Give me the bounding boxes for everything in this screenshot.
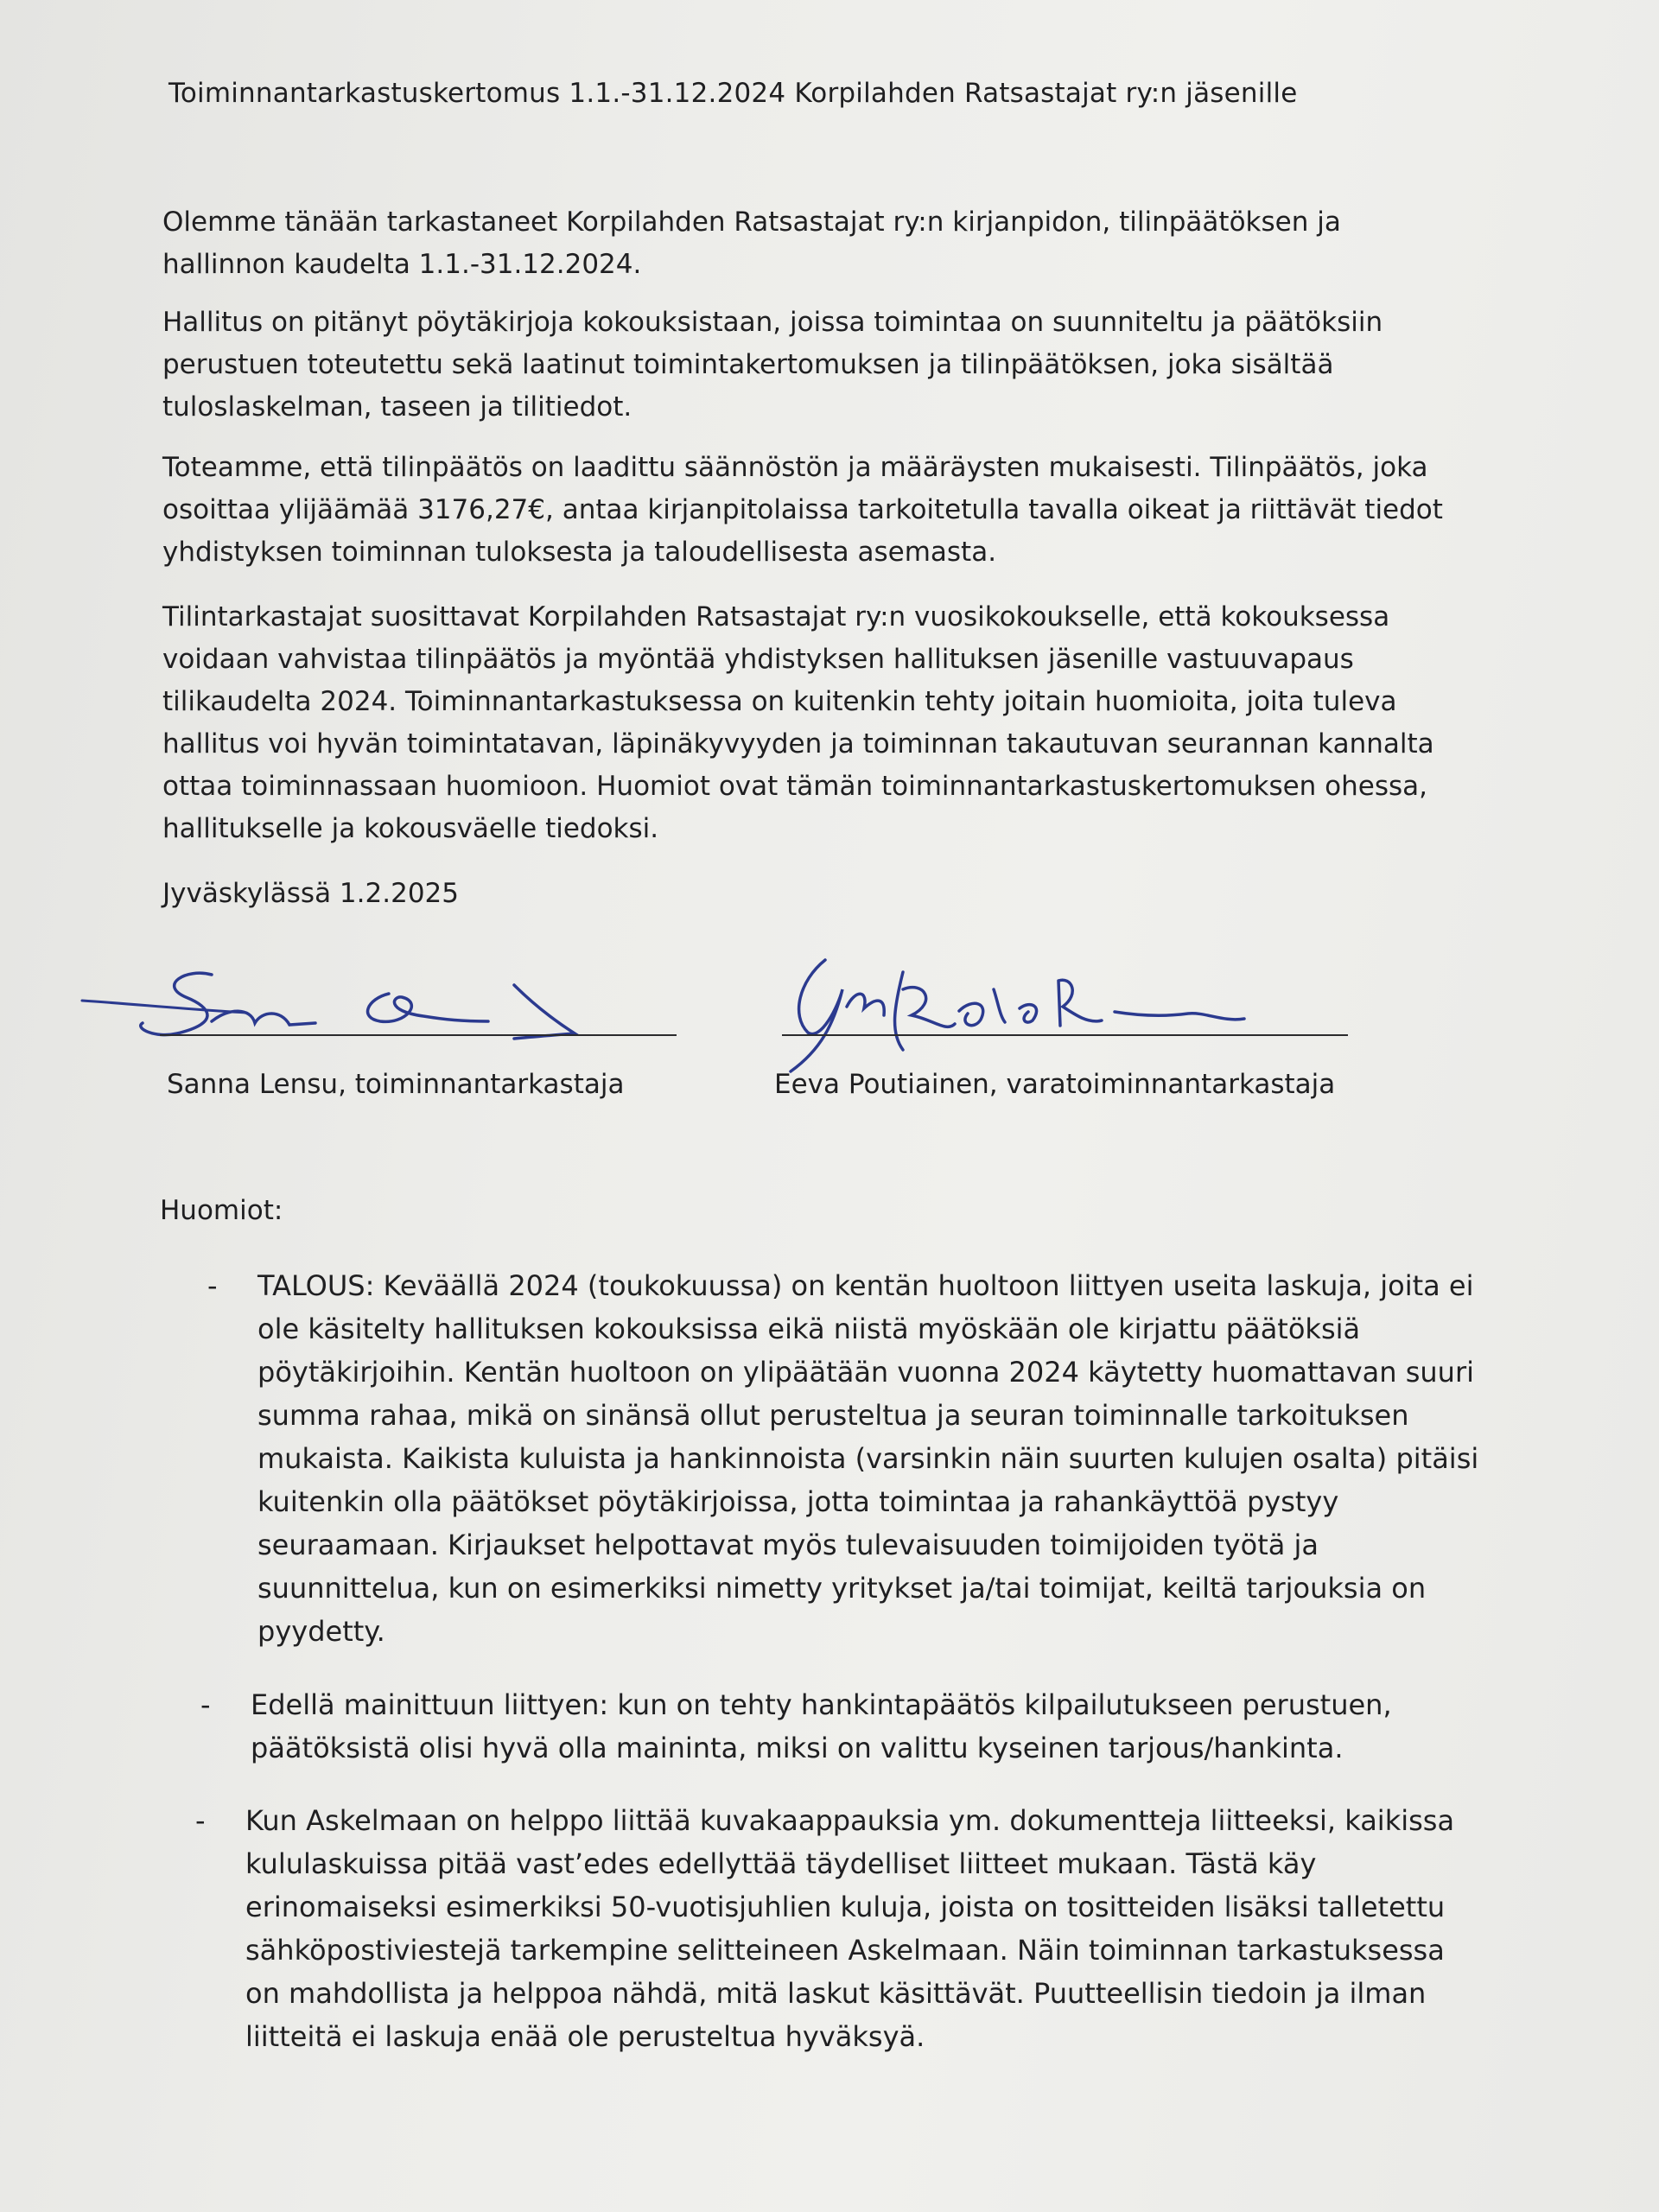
signature-1-name: Sanna Lensu, toiminnantarkastaja	[167, 1069, 625, 1100]
text-line: Kun Askelmaan on helppo liittää kuvakaappauksia ym. dokumentteja liitteeksi, kaikissa	[245, 1804, 1455, 1837]
text-line: TALOUS: Keväällä 2024 (toukokuussa) on kentän huoltoon liittyen useita laskuja, joita ei	[257, 1269, 1474, 1302]
signature-line-1	[160, 1034, 677, 1036]
text-line: kululaskuissa pitää vast’edes edellyttää täydelliset liitteet mukaan. Tästä käy	[245, 1847, 1317, 1880]
text-line: Edellä mainittuun liittyen: kun on tehty hankintapäätös kilpailutukseen perustuen,	[251, 1688, 1392, 1721]
paragraph-recommendation	[162, 596, 1510, 850]
text-line: liitteitä ei laskuja enää ole perusteltua hyväksyä.	[245, 2020, 925, 2053]
signature-1-handwriting	[82, 959, 592, 1054]
text-line: yhdistyksen toiminnan tuloksesta ja taloudellisesta asemasta.	[162, 537, 997, 568]
text-line: Olemme tänään tarkastaneet Korpilahden Ratsastajat ry:n kirjanpidon, tilinpäätöksen ja	[162, 207, 1341, 238]
paragraph-financial-statement	[162, 447, 1510, 574]
text-line: Jyväskylässä 1.2.2025	[162, 878, 459, 909]
text-line: pöytäkirjoihin. Kentän huoltoon on ylipäätään vuonna 2024 käytetty huomattavan suuri	[257, 1356, 1474, 1389]
text-line: Hallitus on pitänyt pöytäkirjoja kokouksistaan, joissa toimintaa on suunniteltu ja päätöksiin	[162, 307, 1383, 338]
text-line: suunnittelua, kun on esimerkiksi nimetty yritykset ja/tai toimijat, keiltä tarjouksia on	[257, 1572, 1427, 1605]
signature-line-2	[782, 1034, 1348, 1036]
paragraph-board	[162, 302, 1510, 429]
bullet-dash: -	[207, 1269, 218, 1302]
text-line: hallitus voi hyvän toimintatavan, läpinäkyvyyden ja toiminnan takautuvan seurannan kannalta	[162, 728, 1434, 760]
paragraph-intro	[162, 201, 1510, 286]
text-line: kuitenkin olla päätökset pöytäkirjoissa, jotta toimintaa ja rahankäyttöä pystyy	[257, 1485, 1339, 1518]
bullet-dash: -	[195, 1804, 206, 1837]
bullet-dash: -	[200, 1688, 211, 1721]
text-line: on mahdollista ja helppoa nähdä, mitä laskut käsittävät. Puutteellisin tiedoin ja ilman	[245, 1977, 1427, 2010]
signature-2-handwriting	[773, 955, 1274, 1076]
text-line: osoittaa ylijäämää 3176,27€, antaa kirjanpitolaissa tarkoitetulla tavalla oikeat ja riittävät tiedot	[162, 494, 1443, 525]
text-line: hallinnon kaudelta 1.1.-31.12.2024.	[162, 249, 642, 280]
text-line: pyydetty.	[257, 1615, 385, 1648]
text-line: sähköpostiviestejä tarkempine selitteineen Askelmaan. Näin toiminnan tarkastuksessa	[245, 1934, 1445, 1967]
text-line: hallitukselle ja kokousväelle tiedoksi.	[162, 813, 659, 844]
document-title: Toiminnantarkastuskertomus 1.1.-31.12.2024 Korpilahden Ratsastajat ry:n jäsenille	[168, 78, 1298, 109]
text-line: tilikaudelta 2024. Toiminnantarkastuksessa on kuitenkin tehty joitain huomioita, joita tuleva	[162, 686, 1397, 717]
text-line: tuloslaskelman, taseen ja tilitiedot.	[162, 391, 632, 423]
notes-heading: Huomiot:	[160, 1195, 283, 1226]
place-and-date	[162, 873, 1510, 915]
text-line: päätöksistä olisi hyvä olla maininta, miksi on valittu kyseinen tarjous/hankinta.	[251, 1732, 1344, 1764]
signature-2-name: Eeva Poutiainen, varatoiminnantarkastaja	[774, 1069, 1336, 1100]
text-line: ole käsitelty hallituksen kokouksissa eikä niistä myöskään ole kirjattu päätöksiä	[257, 1313, 1361, 1345]
note-text	[257, 1264, 1478, 1653]
text-line: ottaa toiminnassaan huomioon. Huomiot ovat tämän toiminnantarkastuskertomuksen ohessa,	[162, 771, 1428, 802]
text-line: voidaan vahvistaa tilinpäätös ja myöntää yhdistyksen hallituksen jäsenille vastuuvapaus	[162, 644, 1354, 675]
note-text	[245, 1799, 1454, 2058]
text-line: Tilintarkastajat suosittavat Korpilahden Ratsastajat ry:n vuosikokoukselle, että kokouksessa	[162, 601, 1390, 632]
text-line: erinomaiseksi esimerkiksi 50-vuotisjuhlien kuluja, joista on tositteiden lisäksi talletettu	[245, 1891, 1446, 1923]
text-line: summa rahaa, mikä on sinänsä ollut perusteltua ja seuran toiminnalle tarkoituksen	[257, 1399, 1409, 1432]
text-line: seuraamaan. Kirjaukset helpottavat myös tulevaisuuden toimijoiden työtä ja	[257, 1529, 1319, 1561]
note-text	[251, 1683, 1392, 1770]
text-line: Toteamme, että tilinpäätös on laadittu säännöstön ja määräysten mukaisesti. Tilinpäätös, joka	[162, 452, 1428, 483]
text-line: mukaista. Kaikista kuluista ja hankinnoista (varsinkin näin suurten kulujen osalta) pitäisi	[257, 1442, 1479, 1475]
text-line: perustuen toteutettu sekä laatinut toimintakertomuksen ja tilinpäätöksen, joka sisältää	[162, 349, 1334, 380]
